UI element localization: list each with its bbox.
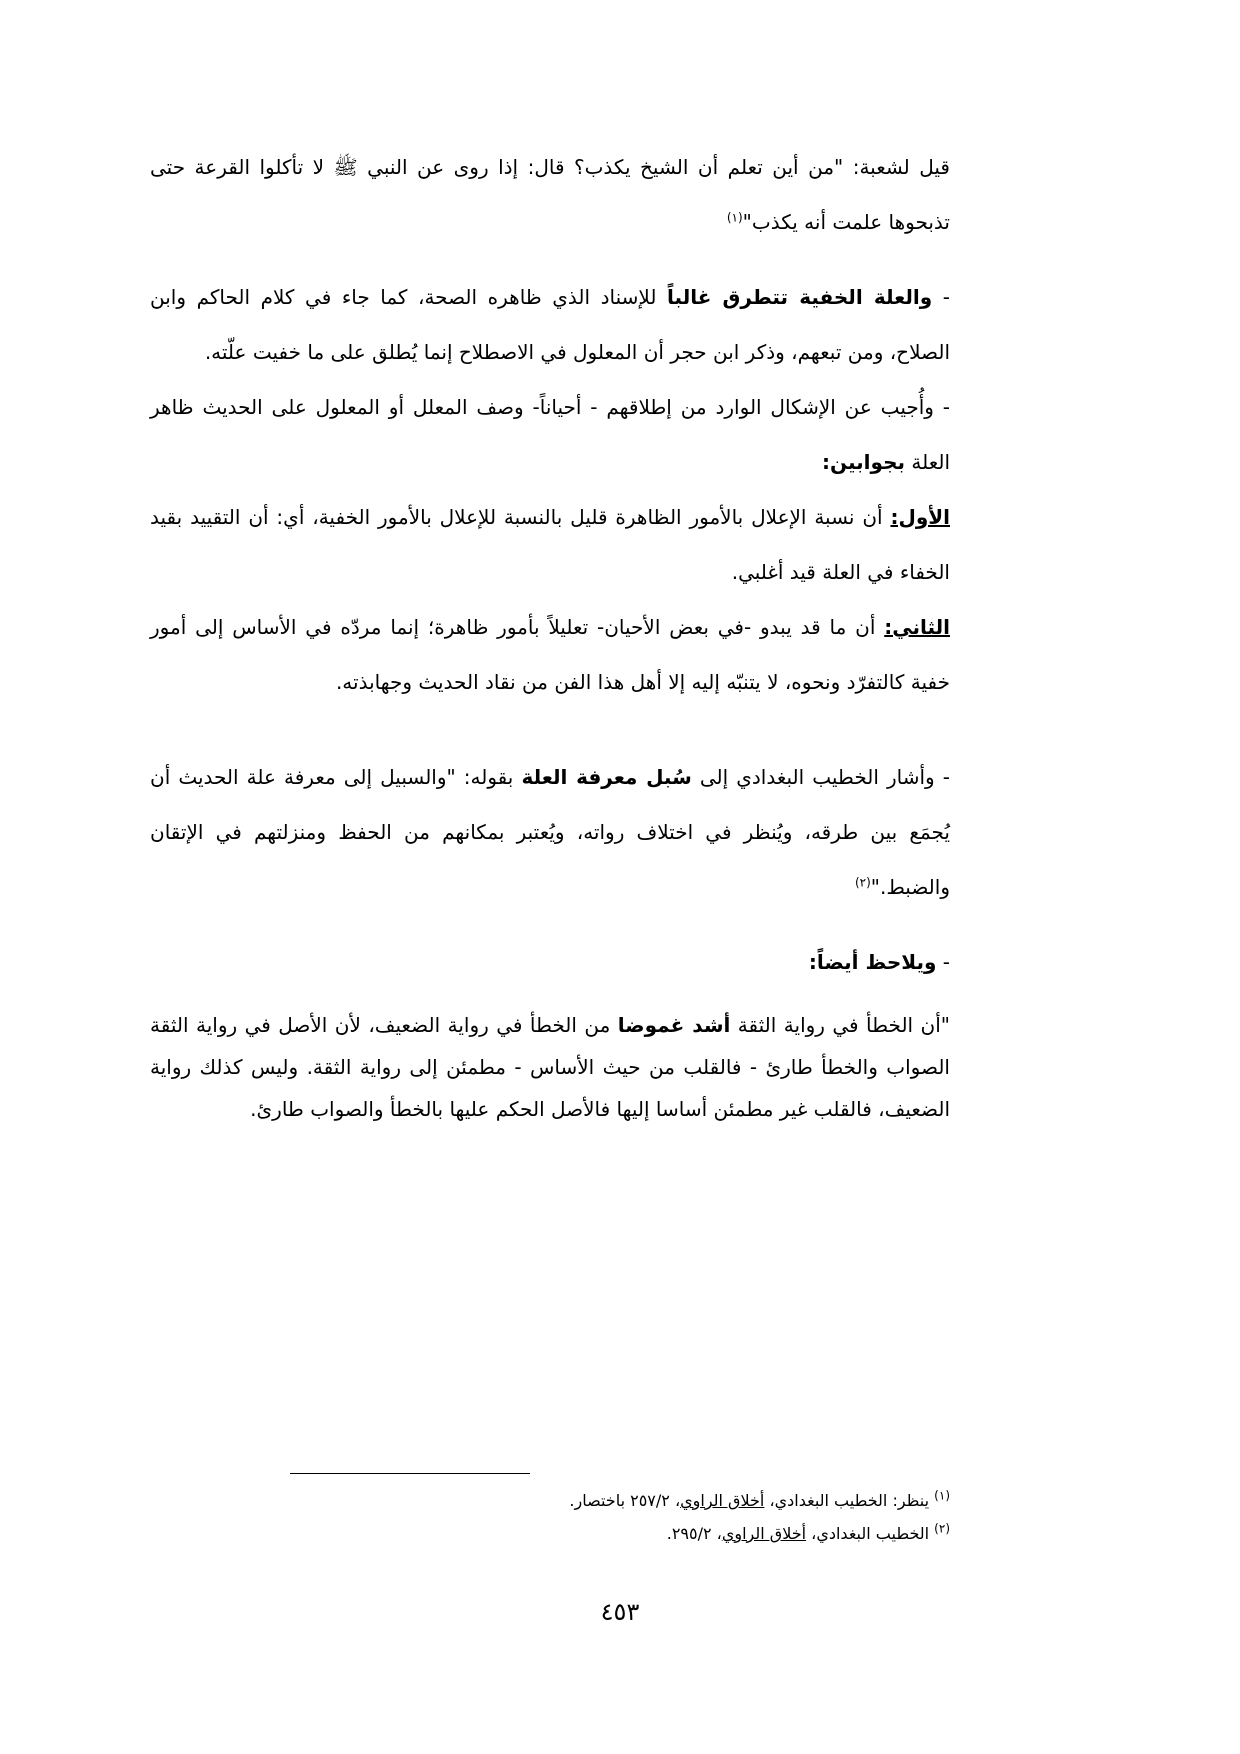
paragraph-answer-intro: - وأُجيب عن الإشكال الوارد من إطلاقهم - أحياناً- وصف المعلل أو المعلول على الحديث ظاهر العلة بجوابين:: [150, 395, 950, 474]
paragraph-second-answer: الثاني: أن ما قد يبدو -في بعض الأحيان- تعليلاً بأمور ظاهرة؛ إنما مردّه في الأساس إلى أمور خفية كالتفرّد ونحوه، لا يتنبّه إليه إلا أهل هذا الفن من نقاد الحديث وجهابذته.: [150, 615, 950, 694]
footnote-2: $^{(٢)}$ الخطيب البغدادي، أخلاق الراوي، ٢٩٥/٢.: [666, 1521, 950, 1543]
paragraph-khatib: - وأشار الخطيب البغدادي إلى سُبل معرفة العلة بقوله: "والسبيل إلى معرفة علة الحديث أن يُجمَع بين طرقه، ويُنظر في اختلاف رواته، ويُعتبر بمكانهم من الحفظ ومنزلتهم في الإتقان والضبط."$^{(٢)}$: [150, 765, 950, 899]
footnotes: [290, 1484, 950, 1550]
footnote-1: $^{(١)}$ ينظر: الخطيب البغدادي، أخلاق الراوي، ٢٥٧/٢ باختصار.: [569, 1488, 950, 1510]
paragraph-hidden-cause: - والعلة الخفية تتطرق غالباً للإسناد الذي ظاهره الصحة، كما جاء في كلام الحاكم وابن الصلاح، ومن تبعهم، وذكر ابن حجر أن المعلول في الاصطلاح إنما يُطلق على ما خفيت علّته.: [150, 285, 951, 364]
paragraph-shuba-quote: قيل لشعبة: "من أين تعلم أن الشيخ يكذب؟ قال: إذا روى عن النبي ﷺ لا تأكلوا القرعة حتى تذبحوها علمت أنه يكذب"$^{(١)}$: [150, 155, 950, 234]
paragraph-trusted-error: "أن الخطأ في رواية الثقة أشد غموضا من الخطأ في رواية الضعيف، لأن الأصل في رواية الثقة الصواب والخطأ طارئ - فالقلب من حيث الأساس - مطمئن إلى رواية الثقة. وليس كذلك رواية الضعيف، فالقلب غير مطمئن أساسا إليها فالأصل الحكم عليها بالخطأ والصواب طارئ.: [150, 1013, 951, 1121]
page-number: ٤٥٣: [600, 1598, 640, 1626]
footnote-ref-1: (١): [726, 210, 743, 225]
body-text: [150, 140, 950, 1130]
paragraph-first-answer: الأول: أن نسبة الإعلال بالأمور الظاهرة قليل بالنسبة للإعلال بالأمور الخفية، أي: أن التقييد بقيد الخفاء في العلة قيد أغلبي.: [150, 505, 950, 584]
paragraph-note-heading: - ويلاحظ أيضاً:: [808, 950, 950, 974]
footnote-separator: [290, 1473, 530, 1474]
footnote-ref-2: (٢): [854, 875, 871, 890]
